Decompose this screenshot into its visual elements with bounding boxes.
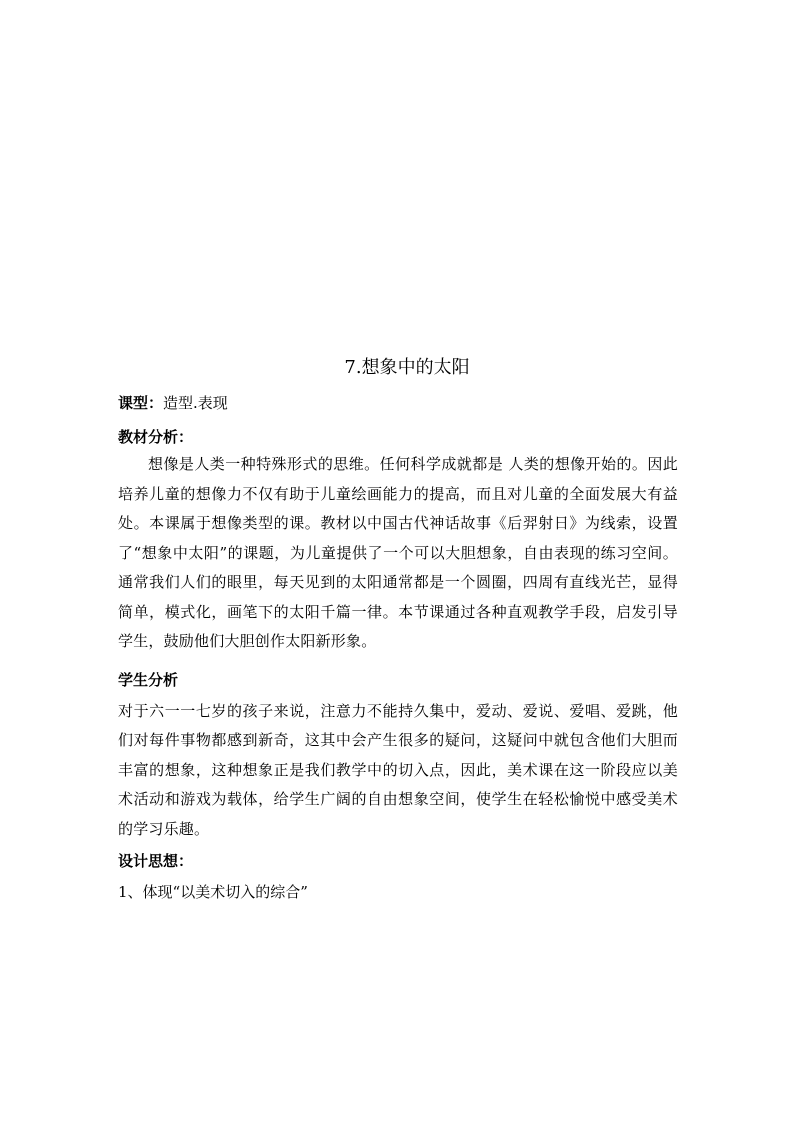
textbook-analysis-paragraph: 想像是人类一种特殊形式的思维。任何科学成就都是 人类的想像开始的。因此培养儿童的想像力不仅有助于儿童绘画能力的提高，而且对儿童的全面发展大有益处。本课属于想像类型的课。教材以中国古代神话故事《后羿射日》为线索，设置了“想象中太阳”的课题，为儿童提供了一个可以大胆想象，自由表现的练习空间。通常我们人们的眼里，每天见到的太阳通常都是一个圆圈，四周有直线光芒，显得简单，模式化，画笔下的太阳千篇一律。本节课通过各种直观教学手段，启发引导学生，鼓励他们大胆创作太阳新形象。	[118, 455, 678, 650]
document-title: 7.想象中的太阳	[344, 357, 470, 378]
design-thoughts-item-1: 1、体现“以美术切入的综合”	[118, 883, 308, 901]
textbook-analysis-heading: 教材分析：	[118, 428, 194, 446]
student-analysis-heading: 学生分析	[118, 670, 179, 689]
course-type-value: 造型.表现	[163, 394, 228, 412]
design-thoughts-heading: 设计思想：	[118, 852, 194, 870]
course-type-label: 课型：	[118, 394, 164, 412]
document-content	[118, 352, 678, 907]
student-analysis-paragraph: 对于六一一七岁的孩子来说，注意力不能持久集中，爱动、爱说、爱唱、爱跳，他们对每件事物都感到新奇，这其中会产生很多的疑问，这疑问中就包含他们大胆而丰富的想象，这种想象正是我们教学中的切入点，因此，美术课在这一阶段应以美术活动和游戏为载体，给学生广阔的自由想象空间，使学生在轻松愉悦中感受美术的学习乐趣。	[118, 701, 678, 838]
course-type-line	[118, 390, 678, 416]
